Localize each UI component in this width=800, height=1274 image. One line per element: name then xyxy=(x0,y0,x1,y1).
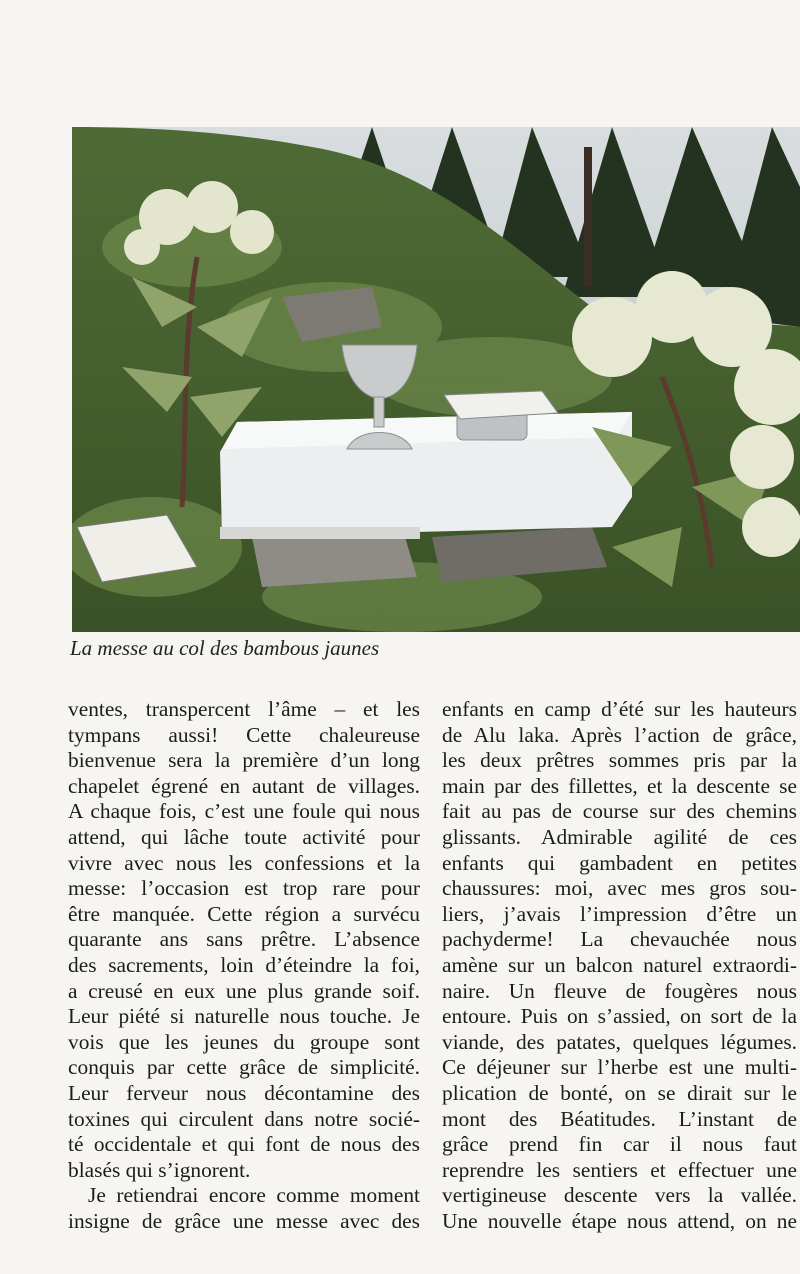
text-line: entoure. Puis on s’assied, on sort de la xyxy=(442,1004,797,1029)
text-line: enfants qui gambadent en petites xyxy=(442,850,797,875)
text-line: plication de bonté, on se dirait sur le xyxy=(442,1080,797,1105)
mass-photo xyxy=(72,127,800,632)
text-line: a creusé en eux une plus grande soif. xyxy=(68,978,420,1003)
text-line: toxines qui circulent dans notre socié- xyxy=(68,1106,420,1131)
text-line: des sacrements, loin d’éteindre la foi, xyxy=(68,952,420,977)
text-line: Leur ferveur nous décontamine des xyxy=(68,1080,420,1105)
text-line: fait au pas de course sur des chemins xyxy=(442,799,797,824)
text-line: Je retiendrai encore comme moment xyxy=(88,1183,420,1208)
text-line: chaussures: moi, avec mes gros sou- xyxy=(442,876,797,901)
text-line: les deux prêtres sommes pris par la xyxy=(442,748,797,773)
text-column-right xyxy=(442,697,797,1234)
text-line: Une nouvelle étape nous attend, on ne xyxy=(442,1208,797,1233)
text-line: naire. Un fleuve de fougères nous xyxy=(442,978,797,1003)
text-line: grâce prend fin car il nous faut xyxy=(442,1132,797,1157)
text-column-left xyxy=(68,697,420,1234)
text-line: reprendre les sentiers et effectuer une xyxy=(442,1157,797,1182)
text-line: liers, j’avais l’impression d’être un xyxy=(442,901,797,926)
text-line: glissants. Admirable agilité de ces xyxy=(442,824,797,849)
text-line: vivre avec nous les confessions et la xyxy=(68,850,420,875)
text-line: A chaque fois, c’est une foule qui nous xyxy=(68,799,420,824)
text-line: bienvenue sera la première d’un long xyxy=(68,748,420,773)
text-line: messe: l’occasion est trop rare pour xyxy=(68,876,420,901)
text-line: main par des fillettes, et la descente se xyxy=(442,773,797,798)
text-line: insigne de grâce une messe avec des xyxy=(68,1208,420,1233)
text-line: chapelet égrené en autant de villages. xyxy=(68,773,420,798)
text-line: Ce déjeuner sur l’herbe est une multi- xyxy=(442,1055,797,1080)
text-line: amène sur un balcon naturel extraordi- xyxy=(442,952,797,977)
text-line: té occidentale et qui font de nous des xyxy=(68,1132,420,1157)
text-line: quarante ans sans prêtre. L’absence xyxy=(68,927,420,952)
text-line: viande, des patates, quelques légumes. xyxy=(442,1029,797,1054)
text-line: Leur piété si naturelle nous touche. Je xyxy=(68,1004,420,1029)
text-line: vertigineuse descente vers la vallée. xyxy=(442,1183,797,1208)
text-line: de Alu laka. Après l’action de grâce, xyxy=(442,722,797,747)
text-line: pachyderme! La chevauchée nous xyxy=(442,927,797,952)
text-line: vois que les jeunes du groupe sont xyxy=(68,1029,420,1054)
text-line: enfants en camp d’été sur les hauteurs xyxy=(442,697,797,721)
text-line: tympans aussi! Cette chaleureuse xyxy=(68,722,420,747)
text-line: mont des Béatitudes. L’instant de xyxy=(442,1106,797,1131)
text-line: ventes, transpercent l’âme – et les xyxy=(68,697,420,721)
text-line: être manquée. Cette région a survécu xyxy=(68,901,420,926)
altar xyxy=(220,412,632,539)
photo-caption: La messe au col des bambous jaunes xyxy=(70,636,380,660)
text-line: conquis par cette grâce de simplicité. xyxy=(68,1055,420,1080)
text-line: blasés qui s’ignorent. xyxy=(68,1157,251,1182)
text-line: attend, qui lâche toute activité pour xyxy=(68,824,420,849)
